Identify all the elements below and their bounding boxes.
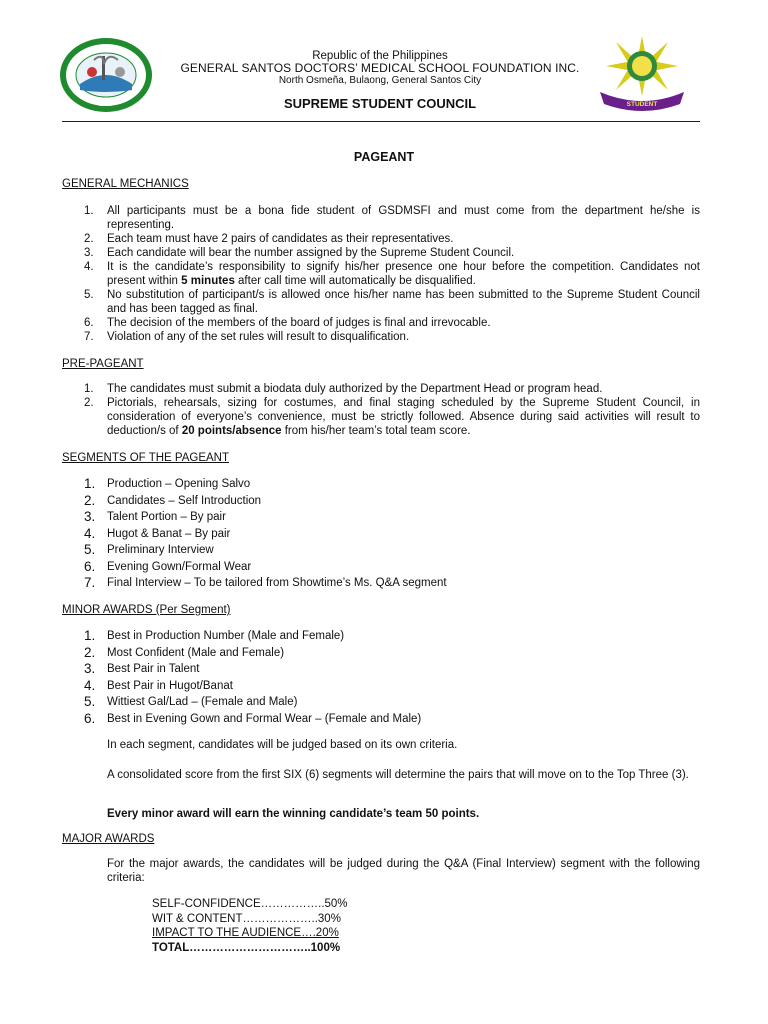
list-item: 7. Violation of any of the set rules will result to disqualification. [84,331,410,343]
school-seal-logo [58,36,154,114]
header-address: North Osmeña, Bulaong, General Santos City [278,75,482,86]
criteria-total: TOTAL…………………………..100% [152,941,341,954]
criteria-wit-content: WIT & CONTENT………………..30% [152,912,341,925]
list-item: 6. Best in Evening Gown and Formal Wear – (Female and Male) [84,710,422,726]
header-school-name: GENERAL SANTOS DOCTORS’ MEDICAL SCHOOL FOUNDATION INC. [180,61,580,75]
list-item: 4. It is the candidate’s responsibility to signify his/her presence one hour before the competition. Candidates not present within 5 minutes after call time will automatically be disqualified. [84,261,700,287]
svg-text:STUDENT: STUDENT [626,101,658,108]
criteria-impact: IMPACT TO THE AUDIENCE….20% [152,927,339,939]
minor-awards-list [62,628,700,727]
list-item: 5. Wittiest Gal/Lad – (Female and Male) [84,694,298,709]
header-council: SUPREME STUDENT COUNCIL [283,96,477,111]
section-heading-minor-awards: MINOR AWARDS (Per Segment) [62,604,231,616]
section-heading-major-awards: MAJOR AWARDS [62,833,155,845]
list-item: 3. Each candidate will bear the number assigned by the Supreme Student Council. [84,247,515,259]
list-item: 4. Best Pair in Hugot/Banat [84,677,233,693]
minor-awards-paragraph-1: In each segment, candidates will be judged based on its own criteria. [107,739,458,751]
list-item: 4. Hugot & Banat – By pair [84,525,231,541]
list-item: 5. No substitution of participant/s is allowed once his/her name has been submitted to the Supreme Student Council and has been tagged as final. [84,289,700,315]
header-republic: Republic of the Philippines [312,50,448,62]
list-item: 2. Most Confident (Male and Female) [84,644,285,660]
student-council-logo [594,34,690,114]
list-item: 1. Best in Production Number (Male and Female) [84,628,345,643]
major-awards-paragraph: For the major awards, the candidates will be judged during the Q&A (Final Interview) segment with the following criteria: [107,858,700,884]
document-title: PAGEANT [353,150,415,164]
list-item: 1. The candidates must submit a biodata duly authorized by the Department Head or program head. [84,383,603,395]
list-item: 3. Best Pair in Talent [84,661,200,676]
segments-list [62,476,700,592]
list-item: 1. Production – Opening Salvo [84,476,251,491]
list-item: 1. All participants must be a bona fide student of GSDMSFI and must come from the department he/she is representing. [84,205,700,231]
general-mechanics-list [62,204,700,344]
list-item: 2. Pictorials, rehearsals, sizing for costumes, and final staging scheduled by the Supreme Student Council, in consideration of everyone’s convenience, must be strictly followed. Absence during said activities will result to deduction/s of 20 points/absence from his/her team’s total team score. [84,397,700,437]
list-item: 7. Final Interview – To be tailored from Showtime’s Ms. Q&A segment [84,575,447,590]
header-divider [62,121,700,122]
list-item: 2. Candidates – Self Introduction [84,492,262,508]
section-heading-pre-pageant: PRE-PAGEANT [62,358,144,370]
minor-awards-note: Every minor award will earn the winning candidate’s team 50 points. [107,808,480,820]
section-heading-segments: SEGMENTS OF THE PAGEANT [62,452,229,464]
section-heading-general-mechanics: GENERAL MECHANICS [62,178,189,190]
criteria-self-confidence: SELF-CONFIDENCE……………..50% [152,898,348,910]
list-item: 6. Evening Gown/Formal Wear [84,558,252,574]
list-item: 6. The decision of the members of the board of judges is final and irrevocable. [84,317,491,329]
list-item: 2. Each team must have 2 pairs of candidates as their representatives. [84,233,454,245]
list-item: 5. Preliminary Interview [84,542,214,557]
criteria-list [152,897,412,955]
minor-awards-paragraph-2: A consolidated score from the first SIX (6) segments will determine the pairs that will move on to the Top Three (3). [107,769,689,781]
list-item: 3. Talent Portion – By pair [84,509,226,524]
pre-pageant-list [62,382,700,438]
svg-text:2007: 2007 [99,102,113,108]
